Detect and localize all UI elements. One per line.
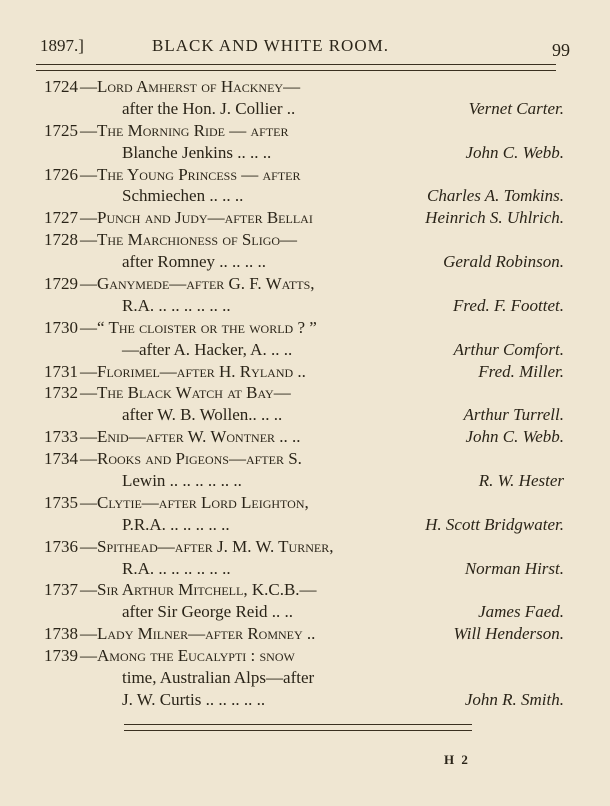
entry-number: 1725 [44, 120, 78, 140]
entry-engraver: Norman Hirst. [464, 558, 564, 578]
entry-line [44, 514, 564, 536]
entry-title: —Lady Milner—after Romney .. [80, 624, 316, 644]
entry-title: —Punch and Judy—after Bellai [80, 208, 313, 228]
entry-title: —Ganymede—after G. F. Watts, [80, 274, 315, 294]
signature-mark: H 2 [444, 752, 470, 767]
entry-title: —The Morning Ride — after [80, 120, 289, 140]
entry-line [44, 492, 564, 514]
entry-title: —Lord Amherst of Hackney— [80, 77, 301, 96]
entry-continuation: Blanche Jenkins .. .. .. [122, 142, 272, 162]
entry-line [44, 426, 564, 448]
entry-title: —The Black Watch at Bay— [80, 383, 291, 403]
entry-line [44, 120, 564, 142]
entry-title: —Among the Eucalypti : snow [80, 646, 295, 666]
entry-line [44, 667, 564, 689]
entry-engraver: Vernet Carter. [468, 98, 564, 118]
entry-engraver: John C. Webb. [465, 427, 564, 447]
page-header [40, 36, 570, 60]
entry-title: —Florimel—after H. Ryland .. [80, 361, 306, 381]
entry-line [44, 579, 564, 601]
entry-line [44, 645, 564, 667]
entry-line [44, 382, 564, 404]
entry-number: 1728 [44, 230, 78, 250]
entries-list [44, 76, 564, 711]
entry-number: 1739 [44, 646, 78, 666]
entry-number: 1733 [44, 427, 78, 447]
entry-engraver: John R. Smith. [464, 689, 564, 709]
entry-line [44, 558, 564, 580]
entry-number: 1726 [44, 164, 78, 184]
entry-engraver: Fred. Miller. [478, 361, 564, 381]
entry-line [44, 601, 564, 623]
entry-title: —Clytie—after Lord Leighton, [80, 492, 309, 512]
entry-number: 1729 [44, 274, 78, 294]
entry-engraver: Arthur Comfort. [453, 339, 564, 359]
entry-number: 1737 [44, 580, 78, 600]
entry-line [44, 361, 564, 383]
entry-number: 1724 [44, 77, 78, 96]
entry-line [44, 229, 564, 251]
entry-continuation: J. W. Curtis .. .. .. .. .. [122, 689, 266, 709]
entry-line [44, 339, 564, 361]
entry-number: 1736 [44, 536, 78, 556]
header-rule-double [36, 70, 556, 71]
entry-line [44, 185, 564, 207]
entry-engraver: John C. Webb. [465, 142, 564, 162]
entry-line [44, 207, 564, 229]
entry-engraver: Will Henderson. [453, 624, 564, 644]
entry-number: 1735 [44, 492, 78, 512]
header-year: 1897.] [40, 36, 84, 55]
header-rule [36, 64, 556, 65]
entry-title: —Enid—after W. Wontner .. .. [80, 427, 301, 447]
entry-line [44, 689, 564, 711]
entry-title: —The Young Princess — after [80, 164, 301, 184]
footer-rule-double [124, 730, 472, 731]
page-number: 99 [552, 40, 570, 60]
entry-line [44, 623, 564, 645]
entry-continuation: after Sir George Reid .. .. [122, 602, 294, 622]
entry-engraver: R. W. Hester [478, 471, 564, 491]
entry-engraver: Gerald Robinson. [443, 252, 564, 272]
entry-line [44, 76, 564, 98]
entry-line [44, 295, 564, 317]
entry-continuation: R.A. .. .. .. .. .. .. [122, 558, 231, 578]
entry-number: 1732 [44, 383, 78, 403]
entry-number: 1738 [44, 624, 78, 644]
entry-number: 1731 [44, 361, 78, 381]
entry-title: —The Marchioness of Sligo— [80, 230, 298, 250]
entry-continuation: P.R.A. .. .. .. .. .. [122, 514, 230, 534]
entry-continuation: Schmiechen .. .. .. [122, 186, 244, 206]
entry-continuation: —after A. Hacker, A. .. .. [122, 339, 293, 359]
entry-continuation: time, Australian Alps—after [122, 668, 315, 688]
entry-line [44, 536, 564, 558]
entry-line [44, 448, 564, 470]
entry-engraver: James Faed. [478, 602, 564, 622]
entry-number: 1734 [44, 449, 78, 469]
entry-continuation: after W. B. Wollen.. .. .. [122, 405, 283, 425]
entry-continuation: after the Hon. J. Collier .. [122, 98, 296, 118]
entry-line [44, 164, 564, 186]
entry-title: —Spithead—after J. M. W. Turner, [80, 536, 334, 556]
entry-continuation: after Romney .. .. .. .. [122, 252, 266, 272]
entry-line [44, 470, 564, 492]
entry-line [44, 142, 564, 164]
footer-rule [124, 724, 472, 725]
entry-line [44, 273, 564, 295]
entry-engraver: H. Scott Bridgwater. [425, 514, 564, 534]
entry-number: 1727 [44, 208, 78, 228]
entry-line [44, 404, 564, 426]
entry-title: —Rooks and Pigeons—after S. [80, 449, 302, 469]
entry-continuation: R.A. .. .. .. .. .. .. [122, 295, 231, 315]
entry-number: 1730 [44, 317, 78, 337]
entry-line [44, 317, 564, 339]
header-title: BLACK AND WHITE ROOM. [152, 36, 389, 55]
entry-engraver: Charles A. Tomkins. [427, 186, 564, 206]
entry-continuation: Lewin .. .. .. .. .. .. [122, 471, 242, 491]
entry-engraver: Heinrich S. Uhlrich. [425, 208, 564, 228]
entry-line [44, 98, 564, 120]
entry-engraver: Fred. F. Foottet. [453, 295, 564, 315]
entry-engraver: Arthur Turrell. [463, 405, 564, 425]
entry-title: —Sir Arthur Mitchell, K.C.B.— [80, 580, 317, 600]
entry-line [44, 251, 564, 273]
entry-title: —“ The cloister or the world ? ” [80, 317, 317, 337]
